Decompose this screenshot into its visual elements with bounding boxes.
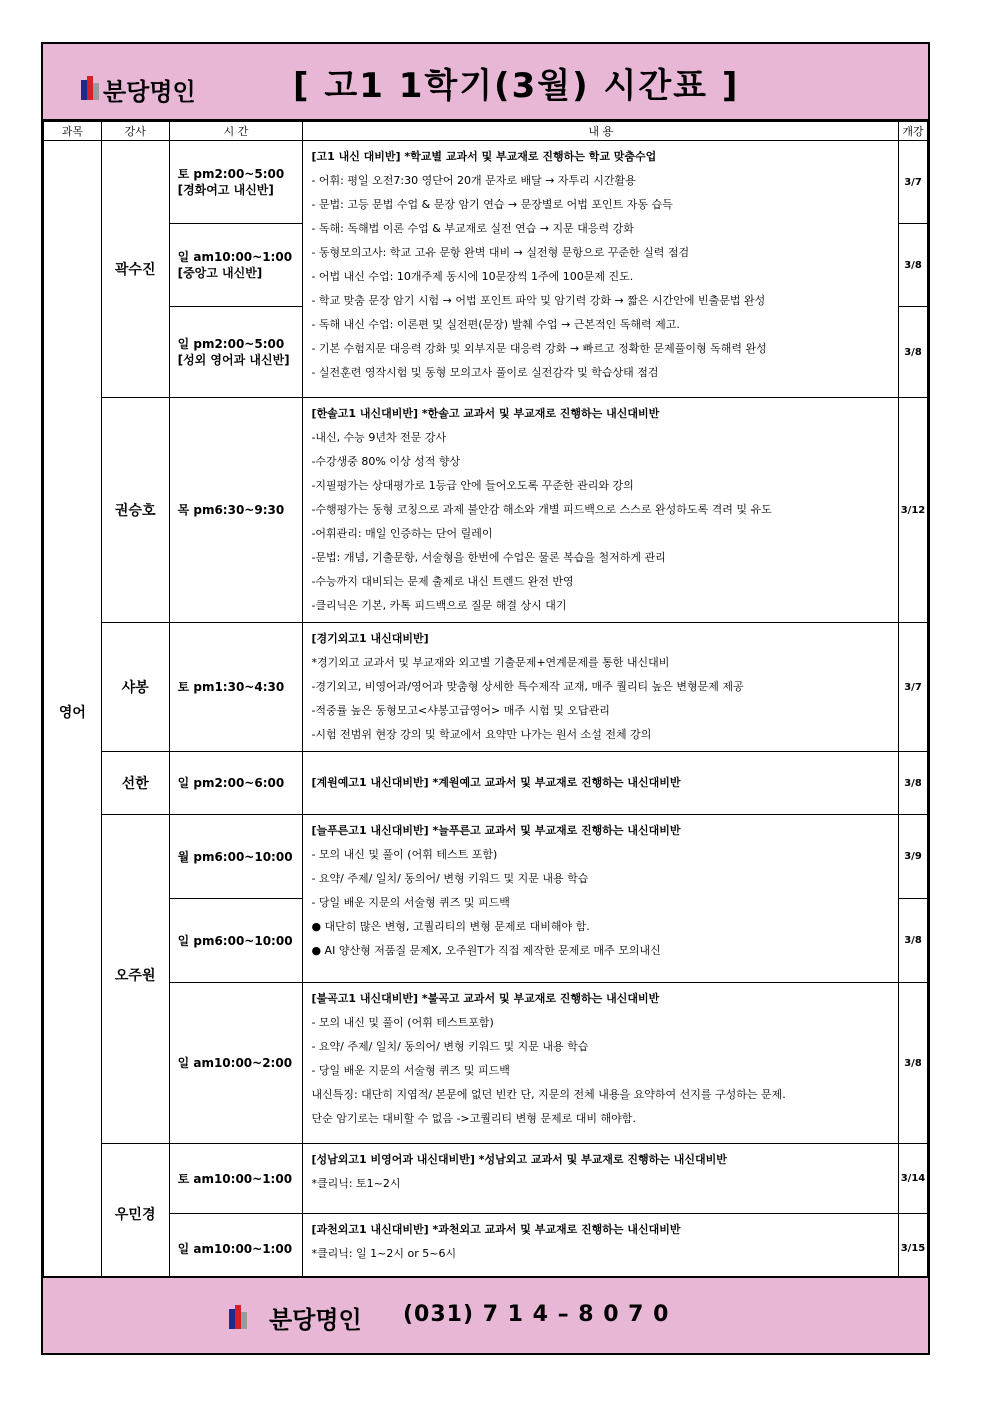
content-cell (303, 623, 899, 752)
content-line: ● AI 양산형 저품질 문제X, 오주원T가 직접 제작한 문제로 매주 모의내신 (311, 944, 661, 957)
column-header-teacher: 강사 (101, 122, 169, 141)
content-line: -시험 전범위 현장 강의 및 학교에서 요약만 나가는 원서 소설 전체 강의 (311, 728, 652, 741)
table-row (44, 752, 928, 815)
content-heading: [불곡고1 내신대비반] *불곡고 교과서 및 부교재로 진행하는 내신대비반 (311, 992, 660, 1005)
table-row (44, 983, 928, 1144)
footer-band (43, 1276, 928, 1353)
content-line: ● 대단히 많은 변형, 고퀄리티의 변형 문제로 대비해야 함. (311, 920, 590, 933)
content-line: -수강생중 80% 이상 성적 향상 (311, 455, 461, 468)
content-cell (303, 983, 899, 1144)
content-cell (303, 141, 899, 398)
table-row (44, 398, 928, 623)
time-cell: 토 pm1:30~4:30 (169, 623, 303, 752)
teacher-cell: 샤봉 (101, 623, 169, 752)
time-cell: 월 pm6:00~10:00 (169, 815, 303, 899)
content-heading: [과천외고1 내신대비반] *과천외고 교과서 및 부교재로 진행하는 내신대비반 (311, 1223, 681, 1236)
content-cell (303, 752, 899, 815)
open-date-cell: 3/8 (898, 307, 927, 398)
teacher-cell: 우민경 (101, 1144, 169, 1284)
content-line: - 동형모의고사: 학교 고유 문항 완벽 대비 → 실전형 문항으로 꾸준한 실력 점검 (311, 246, 690, 259)
teacher-cell: 선한 (101, 752, 169, 815)
footer-logo-icon (229, 1305, 247, 1329)
time-cell: 일 am10:00~1:00 (169, 1214, 303, 1284)
content-heading: [성남외고1 비영어과 내신대비반] *성남외고 교과서 및 부교재로 진행하는 내신대비반 (311, 1153, 727, 1166)
time-cell: 일 am10:00~2:00 (169, 983, 303, 1144)
content-line: -적중률 높은 동형모고<샤봉고급영어> 매주 시험 및 오답관리 (311, 704, 610, 717)
open-date-cell: 3/12 (898, 398, 927, 623)
content-cell (303, 398, 899, 623)
content-line: - 모의 내신 및 풀이 (어휘 테스트 포함) (311, 848, 498, 861)
content-line: - 독해: 독해법 이론 수업 & 부교재로 실전 연습 → 지문 대응력 강화 (311, 222, 634, 235)
column-header-time: 시 간 (169, 122, 303, 141)
content-line: - 기본 수험지문 대응력 강화 및 외부지문 대응력 강화 → 빠르고 정확한 문제풀이형 독해력 완성 (311, 342, 767, 355)
table-row (44, 1144, 928, 1214)
content-line: -수행평가는 동형 코칭으로 과제 불안감 해소와 개별 피드백으로 스스로 완성하도록 격려 및 유도 (311, 503, 772, 516)
content-line: - 학교 맞춤 문장 암기 시험 → 어법 포인트 파악 및 암기력 강화 → 짧은 시간안에 빈출문법 완성 (311, 294, 766, 307)
content-cell (303, 1214, 899, 1284)
content-line: *클리닉: 일 1~2시 or 5~6시 (311, 1247, 457, 1260)
content-heading: [한솔고1 내신대비반] *한솔고 교과서 및 부교재로 진행하는 내신대비반 (311, 407, 660, 420)
content-line: -어휘관리: 매일 인증하는 단어 릴레이 (311, 527, 493, 540)
content-line: -클리닉은 기본, 카톡 피드백으로 질문 해결 상시 대기 (311, 599, 567, 612)
content-line: -내신, 수능 9년차 전문 강사 (311, 431, 447, 444)
content-line: -수능까지 대비되는 문제 출제로 내신 트렌드 완전 반영 (311, 575, 574, 588)
open-date-cell: 3/15 (898, 1214, 927, 1284)
open-date-cell: 3/8 (898, 752, 927, 815)
time-cell: 일 pm2:00~6:00 (169, 752, 303, 815)
subject-cell: 영어 (44, 141, 102, 1284)
content-line: - 어법 내신 수업: 10개주제 동시에 10문장씩 1주에 100문제 진도. (311, 270, 634, 283)
timetable-frame (41, 42, 930, 1355)
open-date-cell: 3/9 (898, 815, 927, 899)
content-heading: [경기외고1 내신대비반] (311, 632, 429, 645)
content-heading: [계원예고1 내신대비반] *계원예고 교과서 및 부교재로 진행하는 내신대비반 (311, 776, 681, 789)
content-line: *경기외고 교과서 및 부교재와 외고별 기출문제+연계문제를 통한 내신대비 (311, 656, 670, 669)
content-line: -지필평가는 상대평가로 1등급 안에 들어오도록 꾸준한 관리와 강의 (311, 479, 634, 492)
open-date-cell: 3/14 (898, 1144, 927, 1214)
time-cell: 일 pm2:00~5:00 [성외 영어과 내신반] (169, 307, 303, 398)
page-title: [ 고1 1학기(3월) 시간표 ] (293, 66, 740, 106)
open-date-cell: 3/8 (898, 899, 927, 983)
phone-number: (031) 7 1 4 – 8 0 7 0 (403, 1302, 670, 1327)
time-cell: 토 pm2:00~5:00 [경화여고 내신반] (169, 141, 303, 224)
content-line: -문법: 개념, 기출문항, 서술형을 한번에 수업은 물론 복습을 철저하게 관리 (311, 551, 666, 564)
column-header-open: 개강 (898, 122, 927, 141)
content-heading: [고1 내신 대비반] *학교별 교과서 및 부교재로 진행하는 학교 맞춤수업 (311, 150, 657, 163)
footer-brand: 분당명인 (269, 1306, 362, 1334)
header-brand: 분당명인 (103, 78, 196, 106)
content-line: 내신특징: 대단히 지엽적/ 본문에 없던 빈칸 단, 지문의 전체 내용을 요약하여 선지를 구성하는 문제. (311, 1088, 786, 1101)
time-cell: 토 am10:00~1:00 (169, 1144, 303, 1214)
open-date-cell: 3/7 (898, 141, 927, 224)
time-cell: 일 am10:00~1:00 [중앙고 내신반] (169, 224, 303, 307)
open-date-cell: 3/8 (898, 224, 927, 307)
brand-logo-icon (81, 76, 99, 100)
table-header-row (44, 122, 928, 141)
teacher-cell: 오주원 (101, 815, 169, 1144)
time-cell: 일 pm6:00~10:00 (169, 899, 303, 983)
teacher-cell: 권승호 (101, 398, 169, 623)
schedule-table (43, 121, 928, 1284)
table-row (44, 815, 928, 899)
column-header-content: 내 용 (303, 122, 899, 141)
open-date-cell: 3/8 (898, 983, 927, 1144)
time-cell: 목 pm6:30~9:30 (169, 398, 303, 623)
content-line: - 요약/ 주제/ 일치/ 동의어/ 변형 키워드 및 지문 내용 학습 (311, 872, 589, 885)
content-line: -경기외고, 비영어과/영어과 맞춤형 상세한 특수제작 교재, 매주 퀄리티 높은 변형문제 제공 (311, 680, 744, 693)
teacher-cell: 곽수진 (101, 141, 169, 398)
content-line: - 당일 배운 지문의 서술형 퀴즈 및 피드백 (311, 896, 510, 909)
content-cell (303, 1144, 899, 1214)
content-line: - 요약/ 주제/ 일치/ 동의어/ 변형 키워드 및 지문 내용 학습 (311, 1040, 589, 1053)
open-date-cell: 3/7 (898, 623, 927, 752)
content-line: 단순 암기로는 대비할 수 없음 ->고퀄리티 변형 문제로 대비 해야함. (311, 1112, 636, 1125)
content-line: - 실전훈련 영작시험 및 동형 모의고사 풀이로 실전감각 및 학습상태 점검 (311, 366, 659, 379)
content-cell (303, 815, 899, 983)
column-header-subject: 과목 (44, 122, 102, 141)
table-row (44, 1214, 928, 1284)
content-line: - 모의 내신 및 풀이 (어휘 테스트포함) (311, 1016, 494, 1029)
content-line: - 문법: 고등 문법 수업 & 문장 암기 연습 → 문장별로 어법 포인트 자동 습득 (311, 198, 673, 211)
content-line: - 어휘: 평일 오전7:30 영단어 20개 문자로 배달 → 자투리 시간활용 (311, 174, 636, 187)
content-line: - 당일 배운 지문의 서술형 퀴즈 및 피드백 (311, 1064, 510, 1077)
content-heading: [늘푸른고1 내신대비반] *늘푸른고 교과서 및 부교재로 진행하는 내신대비반 (311, 824, 681, 837)
content-line: - 독해 내신 수업: 이론편 및 실전편(문장) 발췌 수업 → 근본적인 독해력 제고. (311, 318, 680, 331)
table-row (44, 623, 928, 752)
header-band (43, 44, 928, 121)
table-row (44, 141, 928, 224)
content-line: *클리닉: 토1~2시 (311, 1177, 401, 1190)
